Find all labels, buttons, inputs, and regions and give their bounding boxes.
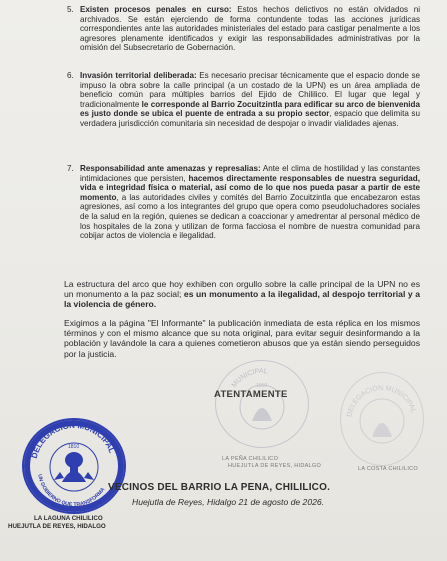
paragraph-text: Exigimos a la página "El Informante" la publicación inmediata de esta réplica en los mismos términos y con el mismo alcance que su nota original, para evitar seguir desinformando a la población y lavándole la cara a quienes cometieron abusos que ya están siendo perseguidos por la justicia.	[64, 318, 420, 359]
item-number: 7.	[67, 164, 74, 173]
svg-text:1810: 1810	[256, 383, 268, 389]
closing-atentamente: ATENTAMENTE	[214, 389, 288, 400]
item-text: , espacio que delimita su verdadera jurisdicción comunitaria sin necesidad de despojar o invadir vialidades ajenas.	[80, 109, 420, 128]
faint-stamp-line: LA PEÑA CHILILICO	[222, 456, 279, 462]
paragraph-bold-text: es un monumento a la ilegalidad, al despojo territorial y a la violencia de género.	[64, 289, 420, 310]
seal-emblem-icon	[54, 452, 94, 482]
svg-text:UN GOBIERNO QUE TRANSFORMA: UN GOBIERNO QUE TRANSFORMA	[36, 473, 107, 509]
place-date: Huejutla de Reyes, Hidalgo 21 de agosto de 2026.	[132, 497, 325, 507]
signatory: VECINOS DEL BARRIO LA PENA, CHILILICO.	[108, 482, 331, 493]
item-number: 6.	[67, 71, 74, 80]
faint-seal-right	[340, 372, 424, 466]
svg-text:1810: 1810	[68, 444, 80, 450]
item-bold-text: le corresponde al Barrio Zocuitzintla para edificar su arco de bienvenida es justo donde se ubica el puente de entrada a su propio sector	[80, 99, 420, 119]
item-text: Es necesario precisar técnicamente que el espacio donde se impuso la obra sobre la calle principal (a un costado de la UPN) es un área ampliada de beneficio común para múltiples barrios del Ejido de Chililico. El lugar que legal y tradicionalmente	[80, 71, 420, 109]
faint-seal-center	[215, 360, 309, 448]
municipal-seal	[22, 418, 126, 514]
item-bold-text: hacemos directamente responsables de nuestra seguridad, vida e integridad física o material, así como de lo que nos pueda pasar a partir de este momento	[80, 173, 420, 202]
faint-stamp-line: HUEJUTLA DE REYES, HIDALGO	[228, 463, 322, 469]
seal-caption-line2: HUEJUTLA DE REYES, HIDALGO	[8, 523, 106, 530]
paragraph-structure	[64, 279, 420, 310]
item-text: Estos hechos delictivos no están olvidados ni archivados. Se están ejerciendo de forma contundente todas las acciones jurídicas correspondientes ante las autoridades ministeriales del estado para castigar penalmente a los agresores plenamente identificados y exigir las responsabilidades administrativas por la omisión del Subsecretario de Gobernación.	[80, 5, 420, 53]
svg-text:DELEGACIÓN MUNICIPAL: DELEGACIÓN MUNICIPAL	[346, 384, 417, 418]
list-item-7	[67, 164, 420, 241]
svg-text:DELEGACIÓN MUNICIPAL: DELEGACIÓN MUNICIPAL	[29, 420, 117, 460]
list-item-5	[67, 5, 420, 53]
list-item-6	[67, 71, 420, 129]
paragraph-text: La estructura del arco que hoy exhiben con orgullo sobre la calle principal de la UPN no es un monumento a la paz social;	[64, 279, 420, 300]
item-title: Responsabilidad ante amenazas y represalias:	[80, 164, 261, 173]
svg-text:MUNICIPAL: MUNICIPAL	[230, 367, 269, 390]
item-number: 5.	[67, 5, 74, 14]
item-title: Existen procesos penales en curso:	[80, 5, 232, 14]
item-text: Ante el clima de hostilidad y las constantes intimidaciones que persisten,	[80, 164, 420, 183]
seal-caption-line1: LA LAGUNA CHILILICO	[34, 515, 103, 522]
faint-stamp-line: LA COSTA CHILILICO	[358, 466, 419, 472]
paragraph-demand	[64, 318, 420, 359]
item-title: Invasión territorial deliberada:	[80, 71, 197, 80]
item-text: , a las autoridades civiles y comités del Barrio Zocuitzintla que encabezaron estas agresiones, así como a los integrantes del grupo que opera como pseudoluchadores sociales de la salud en la región, quienes se dedican a coaccionar y amedrentar al personal médico de los hospitales de la zona y utilizan de forma facciosa el nombre de nuestra comunidad para cobijar actos de violencia e ilegalidad.	[80, 192, 420, 241]
